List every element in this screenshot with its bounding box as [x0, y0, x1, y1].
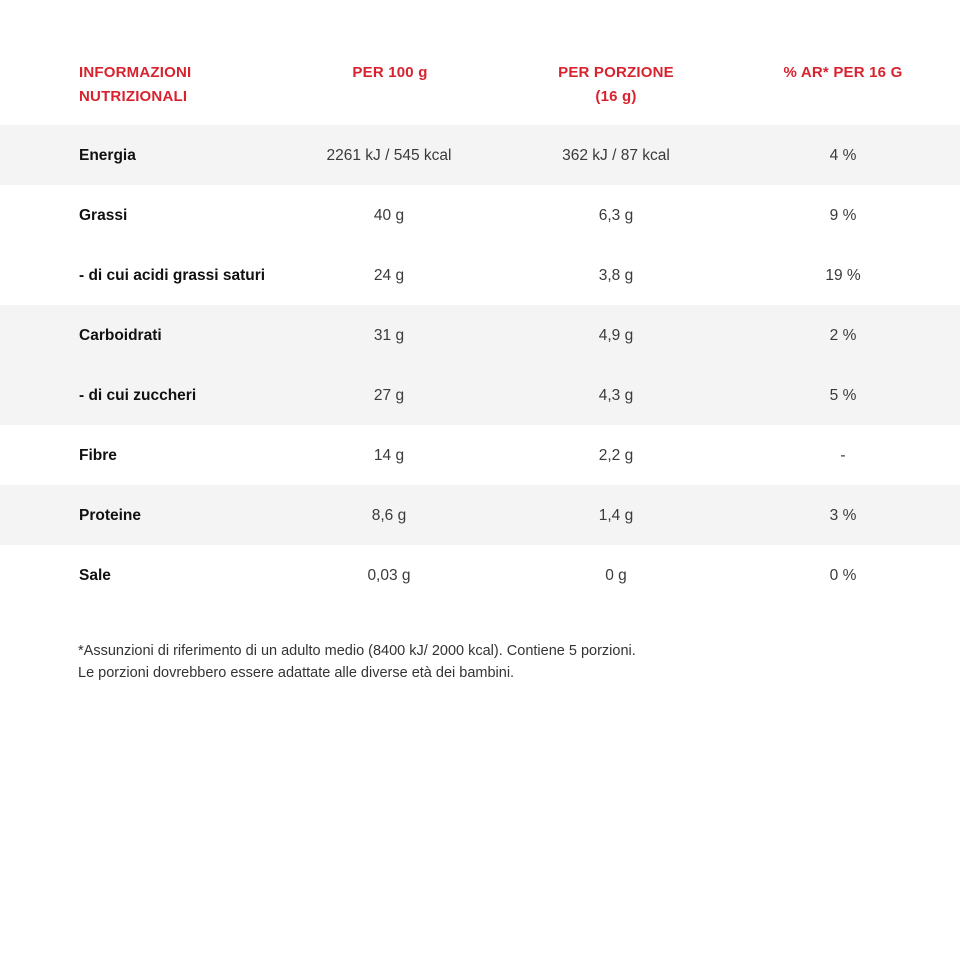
- header-reference-intake: [743, 61, 943, 85]
- value-per-portion: 4,3 g: [598, 387, 634, 404]
- footnote-line2: Le porzioni dovrebbero essere adattate alle diverse età dei bambini.: [78, 665, 515, 681]
- value-reference-intake: 0 %: [829, 567, 857, 584]
- header-per-100g: [290, 61, 490, 85]
- nutrient-name: - di cui acidi grassi saturi: [79, 267, 266, 284]
- value-per-100g: 0,03 g: [367, 567, 411, 584]
- header-per-portion: [516, 61, 716, 109]
- value-per-portion: 4,9 g: [598, 327, 634, 344]
- nutrient-name: Fibre: [79, 447, 117, 464]
- value-reference-intake: 3 %: [829, 507, 857, 524]
- value-per-portion: 0 g: [605, 567, 627, 584]
- value-per-portion: 6,3 g: [598, 207, 634, 224]
- value-per-portion: 1,4 g: [598, 507, 634, 524]
- nutrient-name: - di cui zuccheri: [79, 387, 197, 404]
- value-per-100g: 40 g: [373, 207, 405, 224]
- value-reference-intake: 19 %: [825, 267, 861, 284]
- header-per-100g-label: PER 100 g: [352, 64, 428, 81]
- value-per-portion: 3,8 g: [598, 267, 634, 284]
- table-row: [0, 185, 960, 245]
- nutrient-name: Sale: [79, 567, 111, 584]
- value-reference-intake: 4 %: [829, 147, 857, 164]
- table-row: [0, 305, 960, 365]
- value-per-100g: 24 g: [373, 267, 405, 284]
- value-reference-intake: -: [840, 447, 846, 464]
- header-per-portion-line1: PER PORZIONE: [558, 64, 674, 81]
- table-row: [0, 125, 960, 185]
- nutrient-name: Energia: [79, 147, 136, 164]
- value-per-100g: 27 g: [373, 387, 405, 404]
- table-header: [0, 61, 960, 125]
- value-per-100g: 31 g: [373, 327, 405, 344]
- nutrition-table: [0, 125, 960, 605]
- header-reference-intake-label: % AR* PER 16 G: [783, 64, 903, 81]
- value-per-portion: 2,2 g: [598, 447, 634, 464]
- footnote: [78, 640, 898, 684]
- header-nutrition-info: [79, 61, 191, 109]
- header-nutrition-info-line1: INFORMAZIONI: [79, 64, 192, 81]
- table-row: [0, 365, 960, 425]
- value-reference-intake: 9 %: [829, 207, 857, 224]
- header-nutrition-info-line2: NUTRIZIONALI: [79, 88, 188, 105]
- value-per-100g: 2261 kJ / 545 kcal: [326, 147, 452, 164]
- table-row: [0, 545, 960, 605]
- header-per-portion-line2: (16 g): [595, 88, 637, 105]
- value-reference-intake: 5 %: [829, 387, 857, 404]
- table-row: [0, 245, 960, 305]
- value-per-100g: 8,6 g: [371, 507, 407, 524]
- table-row: [0, 425, 960, 485]
- value-per-100g: 14 g: [373, 447, 405, 464]
- value-reference-intake: 2 %: [829, 327, 857, 344]
- footnote-line1: *Assunzioni di riferimento di un adulto medio (8400 kJ/ 2000 kcal). Contiene 5 porzioni.: [78, 643, 636, 659]
- table-row: [0, 485, 960, 545]
- nutrient-name: Proteine: [79, 507, 142, 524]
- nutrient-name: Grassi: [79, 207, 128, 224]
- nutrient-name: Carboidrati: [79, 327, 162, 344]
- value-per-portion: 362 kJ / 87 kcal: [562, 147, 670, 164]
